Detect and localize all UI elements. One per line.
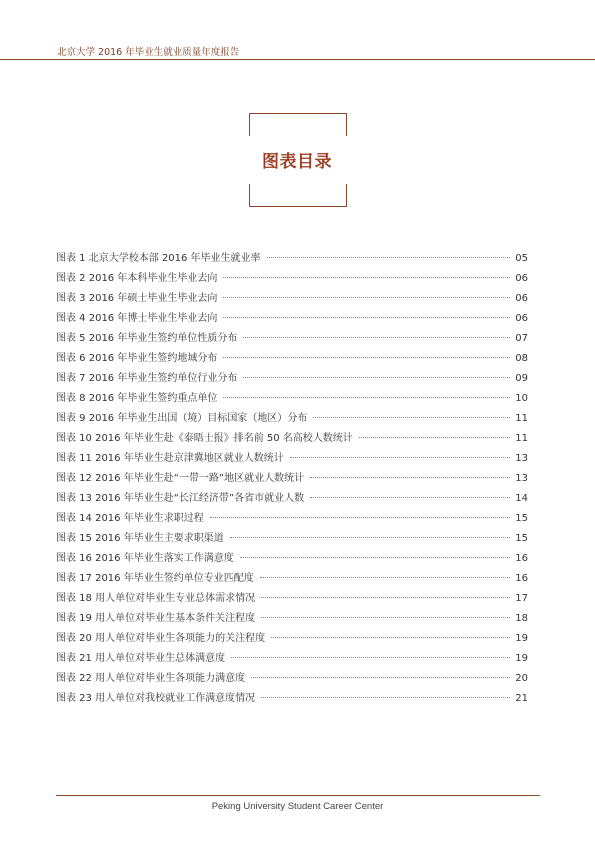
toc-entry-page-number: 18 [515,613,528,624]
toc-dot-leader [261,696,510,698]
toc-entry-label: 图表 6 2016 年毕业生签约地域分布 [56,353,218,364]
toc-entry[interactable] [56,349,528,369]
toc-entry-label: 图表 19 用人单位对毕业生基本条件关注程度 [56,613,256,624]
toc-entry-page-number: 19 [515,653,528,664]
toc-entry-page-number: 14 [515,493,528,504]
header-title: 北京大学 2016 年毕业生就业质量年度报告 [57,47,240,58]
toc-entry[interactable] [56,609,528,629]
toc-entry-label: 图表 15 2016 年毕业生主要求职渠道 [56,533,224,544]
toc-dot-leader [261,616,510,618]
toc-entry-page-number: 06 [515,313,528,324]
toc-entry-label: 图表 11 2016 年毕业生赴京津冀地区就业人数统计 [56,453,284,464]
toc-entry-label: 图表 3 2016 年硕士毕业生毕业去向 [56,293,218,304]
toc-entry-label: 图表 9 2016 年毕业生出国（境）目标国家（地区）分布 [56,413,308,424]
toc-entry[interactable] [56,649,528,669]
toc-entry-page-number: 17 [515,593,528,604]
toc-entry-label: 图表 5 2016 年毕业生签约单位性质分布 [56,333,238,344]
footer-divider [56,795,540,796]
toc-dot-leader [260,576,510,578]
toc-entry[interactable] [56,669,528,689]
toc-entry[interactable] [56,509,528,529]
toc-entry-page-number: 09 [515,373,528,384]
toc-entry-label: 图表 2 2016 年本科毕业生毕业去向 [56,273,218,284]
toc-entry-label: 图表 22 用人单位对毕业生各项能力满意度 [56,673,246,684]
toc-dot-leader [223,356,510,358]
toc-entry[interactable] [56,289,528,309]
toc-entry-page-number: 08 [515,353,528,364]
title-frame-bottom-bracket [249,184,347,207]
toc-entry-label: 图表 1 北京大学校本部 2016 年毕业生就业率 [56,253,261,264]
toc-entry-page-number: 10 [515,393,528,404]
toc-entry-label: 图表 17 2016 年毕业生签约单位专业匹配度 [56,573,254,584]
toc-dot-leader [223,296,510,298]
toc-entry[interactable] [56,249,528,269]
toc-entry-page-number: 21 [515,693,528,704]
toc-entry-page-number: 07 [515,333,528,344]
toc-entry-page-number: 11 [515,413,528,424]
title-frame-top-bracket [249,113,347,136]
toc-entry-page-number: 19 [515,633,528,644]
toc-entry-page-number: 20 [515,673,528,684]
table-of-figures [56,249,528,709]
toc-entry-page-number: 15 [515,533,528,544]
toc-entry-label: 图表 8 2016 年毕业生签约重点单位 [56,393,218,404]
toc-entry[interactable] [56,589,528,609]
toc-dot-leader [251,676,510,678]
toc-entry[interactable] [56,689,528,709]
toc-entry[interactable] [56,429,528,449]
toc-entry[interactable] [56,309,528,329]
toc-entry[interactable] [56,389,528,409]
toc-dot-leader [271,636,510,638]
toc-dot-leader [243,336,510,338]
toc-entry[interactable] [56,569,528,589]
toc-dot-leader [231,656,510,658]
toc-entry[interactable] [56,529,528,549]
toc-entry-label: 图表 14 2016 年毕业生求职过程 [56,513,204,524]
toc-entry-label: 图表 10 2016 年毕业生赴《泰晤士报》排名前 50 名高校人数统计 [56,433,353,444]
toc-entry[interactable] [56,329,528,349]
toc-entry-label: 图表 7 2016 年毕业生签约单位行业分布 [56,373,238,384]
toc-dot-leader [313,416,510,418]
toc-entry-label: 图表 16 2016 年毕业生落实工作满意度 [56,553,234,564]
toc-dot-leader [243,376,510,378]
toc-entry-label: 图表 20 用人单位对毕业生各项能力的关注程度 [56,633,266,644]
toc-entry-label: 图表 21 用人单位对毕业生总体满意度 [56,653,226,664]
header-divider [0,59,595,60]
toc-entry-page-number: 06 [515,273,528,284]
toc-dot-leader [310,476,510,478]
toc-dot-leader [240,556,510,558]
toc-entry[interactable] [56,449,528,469]
toc-dot-leader [223,276,510,278]
toc-entry[interactable] [56,409,528,429]
toc-entry-page-number: 05 [515,253,528,264]
title-frame [249,113,345,207]
toc-dot-leader [290,456,510,458]
toc-dot-leader [267,256,510,258]
toc-dot-leader [230,536,510,538]
footer-text: Peking University Student Career Center [211,801,384,812]
toc-dot-leader [223,316,510,318]
toc-entry-page-number: 06 [515,293,528,304]
toc-entry[interactable] [56,369,528,389]
toc-entry[interactable] [56,489,528,509]
toc-entry[interactable] [56,549,528,569]
toc-entry[interactable] [56,469,528,489]
toc-entry-page-number: 16 [515,573,528,584]
toc-entry-page-number: 13 [515,453,528,464]
toc-entry-label: 图表 13 2016 年毕业生赴“长江经济带”各省市就业人数 [56,493,305,504]
toc-entry-page-number: 16 [515,553,528,564]
toc-entry[interactable] [56,629,528,649]
toc-entry-page-number: 15 [515,513,528,524]
toc-entry-label: 图表 18 用人单位对毕业生专业总体需求情况 [56,593,256,604]
toc-dot-leader [223,396,510,398]
toc-entry-page-number: 13 [515,473,528,484]
toc-entry-label: 图表 12 2016 年毕业生赴“一带一路”地区就业人数统计 [56,473,305,484]
toc-entry-label: 图表 23 用人单位对我校就业工作满意度情况 [56,693,256,704]
page-title: 图表目录 [262,152,332,172]
toc-dot-leader [261,596,510,598]
toc-entry[interactable] [56,269,528,289]
toc-entry-page-number: 11 [515,433,528,444]
toc-dot-leader [210,516,510,518]
toc-dot-leader [310,496,510,498]
toc-dot-leader [359,436,510,438]
toc-entry-label: 图表 4 2016 年博士毕业生毕业去向 [56,313,218,324]
